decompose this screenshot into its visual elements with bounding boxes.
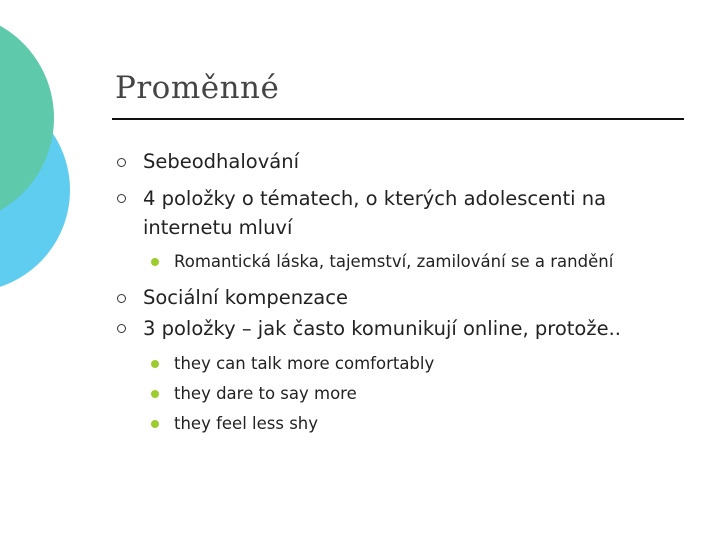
hollow-bullet-icon xyxy=(117,158,126,167)
bullet-social-compensation: Sociální kompenzace xyxy=(143,286,348,309)
green-bullet-icon xyxy=(151,360,159,368)
bullet-four-items-line1: 4 položky o tématech, o kterých adolescenti na xyxy=(143,187,607,210)
bullet-four-items-line2: internetu mluví xyxy=(143,216,293,239)
sub-bullet-romance: Romantická láska, tajemství, zamilování se a randění xyxy=(174,252,614,271)
sub-bullet-dare-to-say: they dare to say more xyxy=(174,384,357,403)
hollow-bullet-icon xyxy=(117,294,126,303)
green-bullet-icon xyxy=(151,420,159,428)
sub-bullet-talk-comfortably: they can talk more comfortably xyxy=(174,354,435,373)
decorative-circles xyxy=(0,0,120,300)
hollow-bullet-icon xyxy=(117,194,126,203)
green-bullet-icon xyxy=(151,390,159,398)
green-bullet-icon xyxy=(151,258,159,266)
slide-title: Proměnné xyxy=(115,70,280,106)
bullet-three-items: 3 položky – jak často komunikují online, protože.. xyxy=(143,317,621,340)
bullet-self-disclosure: Sebeodhalování xyxy=(143,150,299,173)
hollow-bullet-icon xyxy=(117,324,126,333)
sub-bullet-less-shy: they feel less shy xyxy=(174,414,319,433)
title-underline xyxy=(112,118,684,120)
